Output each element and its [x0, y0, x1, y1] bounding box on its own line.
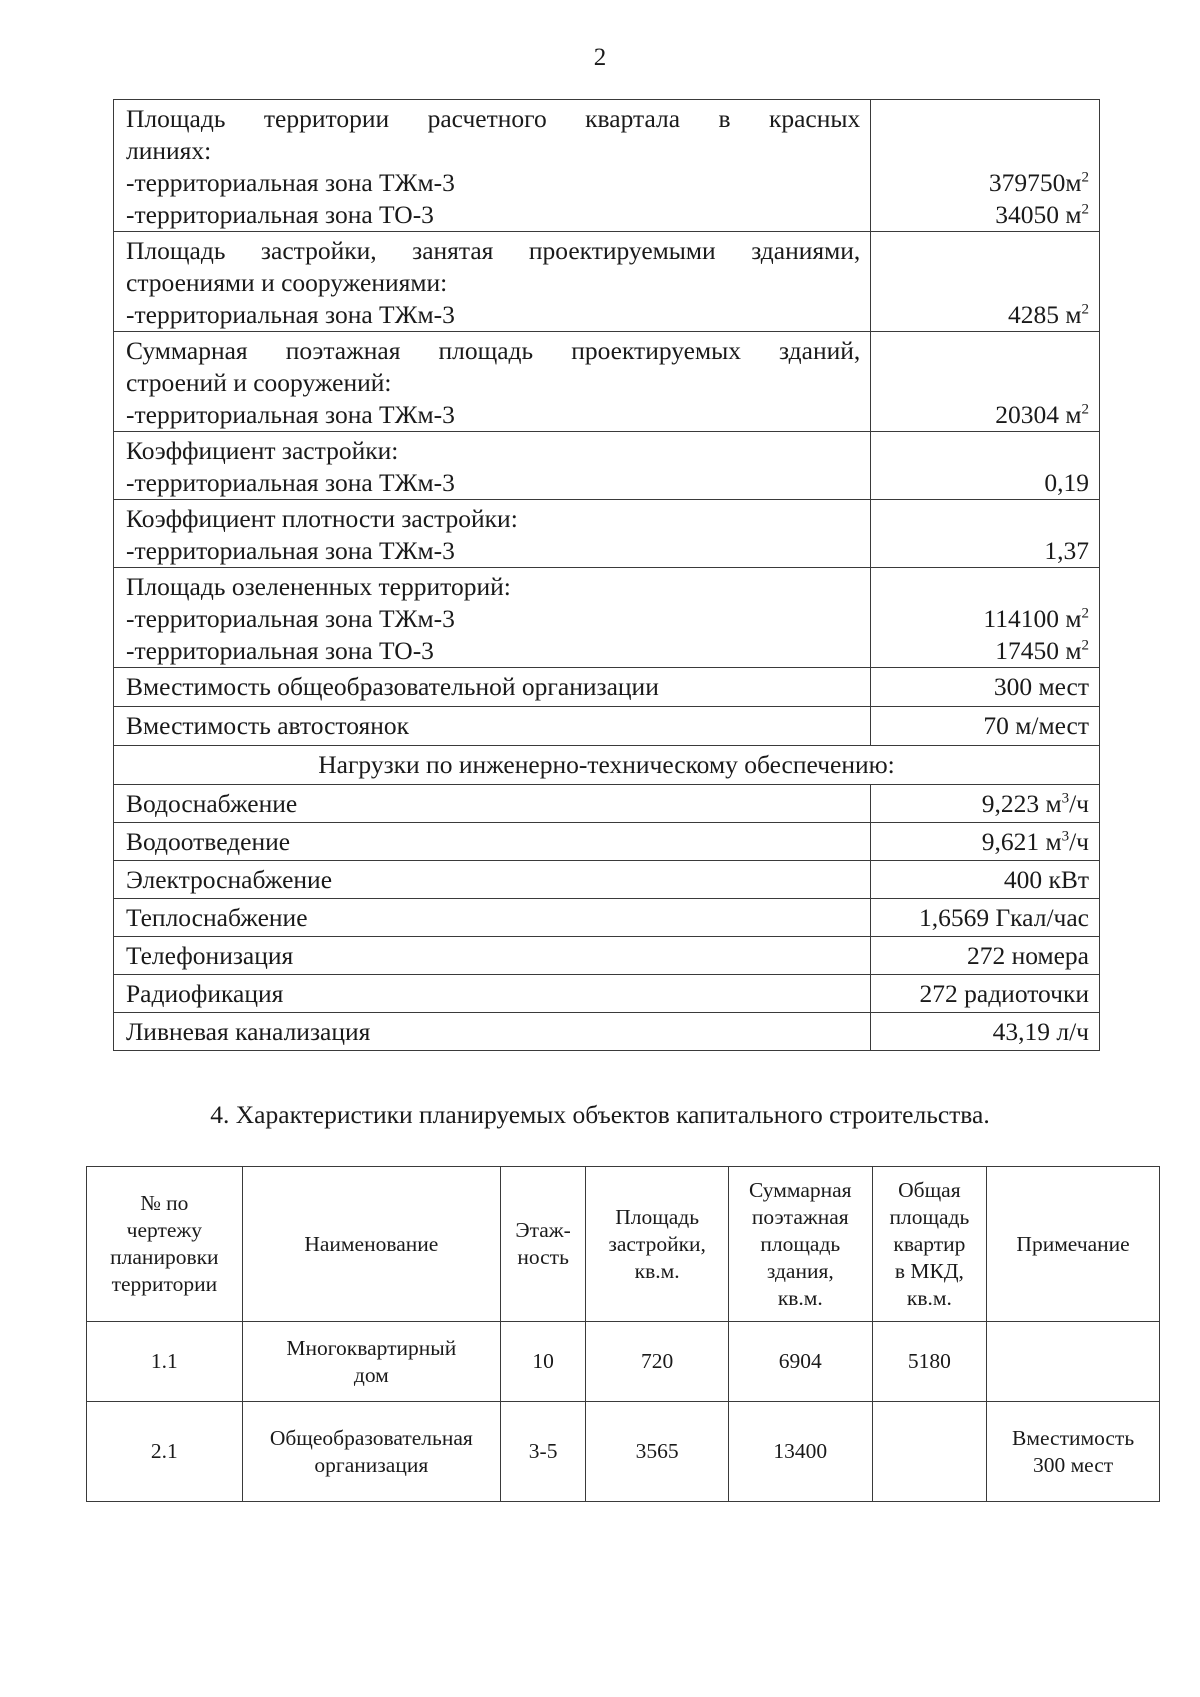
label-line: Вместимость автостоянок — [126, 711, 410, 740]
objects-cell — [872, 1402, 987, 1502]
cell-line: дом — [353, 1362, 389, 1387]
column-header — [87, 1167, 243, 1322]
label-line: Коэффициент застройки: — [126, 436, 399, 465]
engineering-row — [114, 937, 1100, 975]
label-line: Площадь территории расчетного квартала в красных — [126, 104, 861, 133]
label-line: Коэффициент плотности застройки: — [126, 504, 518, 533]
cell-line: 10 — [532, 1349, 554, 1373]
cell-line: 2.1 — [150, 1439, 178, 1463]
parameter-label — [114, 100, 871, 232]
value-number: 379750м — [988, 168, 1082, 197]
label-line: -территориальная зона ТЖм-3 — [126, 168, 455, 197]
value-number: 1,37 — [1044, 536, 1089, 565]
blank-line — [881, 503, 1089, 535]
section-title: 4. Характеристики планируемых объектов капитального строительства. — [210, 1100, 990, 1129]
cell-line: квартир — [893, 1231, 966, 1256]
value-number: 1,6569 Гкал/час — [918, 903, 1089, 932]
parameter-row — [114, 707, 1100, 746]
label-line: -территориальная зона ТО-3 — [126, 200, 434, 229]
engineering-row — [114, 975, 1100, 1013]
value-superscript: 2 — [1081, 169, 1089, 186]
objects-cell — [586, 1402, 729, 1502]
value-number: 20304 м — [995, 400, 1082, 429]
value-number: 9,621 м — [981, 827, 1062, 856]
blank-line — [881, 235, 1089, 267]
parameter-value — [871, 432, 1100, 500]
objects-cell — [872, 1322, 987, 1402]
parameter-label — [114, 332, 871, 432]
parameter-row — [114, 668, 1100, 707]
value-number: 9,223 м — [981, 789, 1062, 818]
value-line — [881, 467, 1089, 499]
cell-line: территории — [111, 1272, 218, 1296]
cell-line: организация — [314, 1452, 429, 1477]
label-line: строениями и сооружениями: — [126, 268, 448, 297]
engineering-value — [871, 975, 1100, 1013]
cell-line: Площадь — [615, 1204, 700, 1229]
value-number: 43,19 л/ч — [992, 1017, 1089, 1046]
cell-line: здания, — [766, 1258, 834, 1283]
value-number: 400 кВт — [1003, 865, 1089, 894]
objects-cell — [87, 1402, 243, 1502]
objects-cell — [987, 1402, 1160, 1502]
engineering-row — [114, 785, 1100, 823]
blank-line — [881, 335, 1089, 367]
engineering-row — [114, 823, 1100, 861]
label-line: -территориальная зона ТЖм-3 — [126, 400, 455, 429]
parameter-row — [114, 100, 1100, 232]
cell-line: кв.м. — [777, 1285, 823, 1310]
value-line — [881, 788, 1089, 820]
value-number: 114100 м — [983, 604, 1082, 633]
value-superscript: 2 — [1081, 201, 1089, 218]
label-line: строений и сооружений: — [126, 368, 392, 397]
parameter-label — [114, 668, 871, 707]
label-line: -территориальная зона ТЖм-3 — [126, 536, 455, 565]
label-line: Электроснабжение — [126, 865, 333, 894]
objects-row — [87, 1402, 1160, 1502]
objects-cell — [728, 1322, 872, 1402]
parameter-label — [114, 568, 871, 668]
engineering-label — [114, 861, 871, 899]
label-line: Радиофикация — [126, 979, 284, 1008]
parameter-label — [114, 232, 871, 332]
value-superscript: 2 — [1081, 605, 1089, 622]
engineering-value — [871, 1013, 1100, 1051]
cell-line: площадь — [760, 1231, 841, 1256]
column-header — [242, 1167, 500, 1322]
objects-cell — [500, 1322, 585, 1402]
value-number: 0,19 — [1044, 468, 1089, 497]
cell-line: Многоквартирный — [286, 1335, 457, 1360]
engineering-label — [114, 823, 871, 861]
cell-line: Примечание — [1016, 1231, 1130, 1256]
engineering-value — [871, 861, 1100, 899]
column-header — [987, 1167, 1160, 1322]
value-line — [881, 603, 1089, 635]
cell-line: 300 мест — [1032, 1452, 1114, 1477]
label-line: Водоснабжение — [126, 789, 298, 818]
value-line — [881, 671, 1089, 703]
value-line — [881, 710, 1089, 742]
engineering-label — [114, 975, 871, 1013]
value-number: 34050 м — [995, 200, 1082, 229]
engineering-value — [871, 899, 1100, 937]
engineering-row — [114, 861, 1100, 899]
parameter-value — [871, 668, 1100, 707]
value-line — [881, 902, 1089, 934]
label-line: -территориальная зона ТЖм-3 — [126, 300, 455, 329]
cell-line: площадь — [889, 1204, 970, 1229]
parameter-row — [114, 432, 1100, 500]
cell-line: 720 — [641, 1349, 674, 1373]
value-superscript: 2 — [1081, 637, 1089, 654]
column-header — [872, 1167, 987, 1322]
value-unit: /ч — [1069, 827, 1089, 856]
objects-cell — [500, 1402, 585, 1502]
label-line: Площадь застройки, занятая проектируемыми зданиями, — [126, 236, 861, 265]
cell-line: поэтажная — [751, 1204, 849, 1229]
objects-cell — [586, 1322, 729, 1402]
value-line — [881, 199, 1089, 231]
parameter-value — [871, 232, 1100, 332]
value-line — [881, 399, 1089, 431]
cell-line: Общеобразовательная — [269, 1425, 473, 1450]
blank-line — [881, 435, 1089, 467]
parameter-row — [114, 232, 1100, 332]
engineering-header: Нагрузки по инженерно-техническому обеспечению: — [114, 746, 1100, 785]
label-line: -территориальная зона ТО-3 — [126, 636, 434, 665]
parameter-row — [114, 568, 1100, 668]
label-line: Телефонизация — [126, 941, 294, 970]
value-line — [881, 940, 1089, 972]
value-superscript: 2 — [1081, 301, 1089, 318]
objects-cell — [87, 1322, 243, 1402]
value-number: 272 номера — [966, 941, 1089, 970]
column-header — [586, 1167, 729, 1322]
objects-header-row — [87, 1167, 1160, 1322]
engineering-value — [871, 823, 1100, 861]
value-line — [881, 978, 1089, 1010]
objects-row — [87, 1322, 1160, 1402]
label-line: Площадь озелененных территорий: — [126, 572, 511, 601]
engineering-header-row — [114, 746, 1100, 785]
value-line — [881, 1016, 1089, 1048]
parameter-label — [114, 500, 871, 568]
cell-line: 3565 — [635, 1439, 679, 1463]
engineering-row — [114, 1013, 1100, 1051]
objects-cell — [242, 1402, 500, 1502]
page-number: 2 — [593, 44, 607, 71]
value-number: 300 мест — [993, 672, 1089, 701]
cell-line: 3-5 — [528, 1439, 558, 1463]
objects-cell — [987, 1322, 1160, 1402]
engineering-label — [114, 785, 871, 823]
parameter-value — [871, 100, 1100, 232]
parameter-value — [871, 500, 1100, 568]
blank-line — [881, 571, 1089, 603]
parameter-value — [871, 568, 1100, 668]
parameter-row — [114, 500, 1100, 568]
value-number: 272 радиоточки — [919, 979, 1089, 1008]
label-line: Вместимость общеобразовательной организации — [126, 672, 659, 701]
cell-line: Этаж- — [515, 1218, 571, 1242]
column-header — [500, 1167, 585, 1322]
label-line: линиях: — [126, 136, 212, 165]
cell-line: 6904 — [778, 1349, 822, 1373]
value-line — [881, 826, 1089, 858]
value-superscript: 3 — [1061, 790, 1070, 807]
parameter-value — [871, 332, 1100, 432]
value-unit: /ч — [1069, 789, 1089, 818]
cell-line: чертежу — [126, 1218, 203, 1242]
blank-line — [881, 367, 1089, 399]
parameter-value — [871, 707, 1100, 746]
parameter-row — [114, 332, 1100, 432]
engineering-label — [114, 899, 871, 937]
blank-line — [881, 267, 1089, 299]
cell-line: Суммарная — [749, 1177, 852, 1202]
cell-line: 5180 — [907, 1349, 951, 1373]
engineering-label — [114, 937, 871, 975]
cell-line: в МКД, — [894, 1258, 964, 1283]
blank-line — [881, 103, 1089, 135]
objects-cell — [728, 1402, 872, 1502]
value-superscript: 2 — [1081, 401, 1089, 418]
value-line — [881, 535, 1089, 567]
cell-line: кв.м. — [634, 1258, 680, 1283]
cell-line: застройки, — [608, 1231, 706, 1256]
objects-table — [86, 1166, 1160, 1502]
cell-line: № по — [140, 1191, 189, 1215]
label-line: Ливневая канализация — [126, 1017, 371, 1046]
parameter-label — [114, 432, 871, 500]
cell-line: 13400 — [773, 1439, 828, 1463]
label-line: Теплоснабжение — [126, 903, 308, 932]
cell-line: ность — [517, 1245, 569, 1269]
engineering-row — [114, 899, 1100, 937]
label-line: -территориальная зона ТЖм-3 — [126, 604, 455, 633]
cell-line: Вместимость — [1012, 1425, 1135, 1450]
cell-line: 1.1 — [150, 1349, 178, 1373]
cell-line: планировки — [110, 1245, 219, 1269]
value-line — [881, 299, 1089, 331]
value-line — [881, 864, 1089, 896]
engineering-value — [871, 785, 1100, 823]
label-line: -территориальная зона ТЖм-3 — [126, 468, 455, 497]
value-line — [881, 635, 1089, 667]
label-line: Водоотведение — [126, 827, 291, 856]
value-number: 4285 м — [1007, 300, 1082, 329]
engineering-value — [871, 937, 1100, 975]
value-number: 70 м/мест — [983, 711, 1089, 740]
value-line — [881, 167, 1089, 199]
label-line: Суммарная поэтажная площадь проектируемых зданий, — [126, 336, 861, 365]
value-number: 17450 м — [995, 636, 1082, 665]
value-superscript: 3 — [1061, 828, 1070, 845]
cell-line: Наименование — [304, 1231, 439, 1256]
cell-line: кв.м. — [906, 1285, 952, 1310]
column-header — [728, 1167, 872, 1322]
objects-cell — [242, 1322, 500, 1402]
cell-line: Общая — [898, 1177, 961, 1202]
parameter-label — [114, 707, 871, 746]
blank-line — [881, 135, 1089, 167]
engineering-label — [114, 1013, 871, 1051]
parameters-table — [113, 99, 1100, 1051]
